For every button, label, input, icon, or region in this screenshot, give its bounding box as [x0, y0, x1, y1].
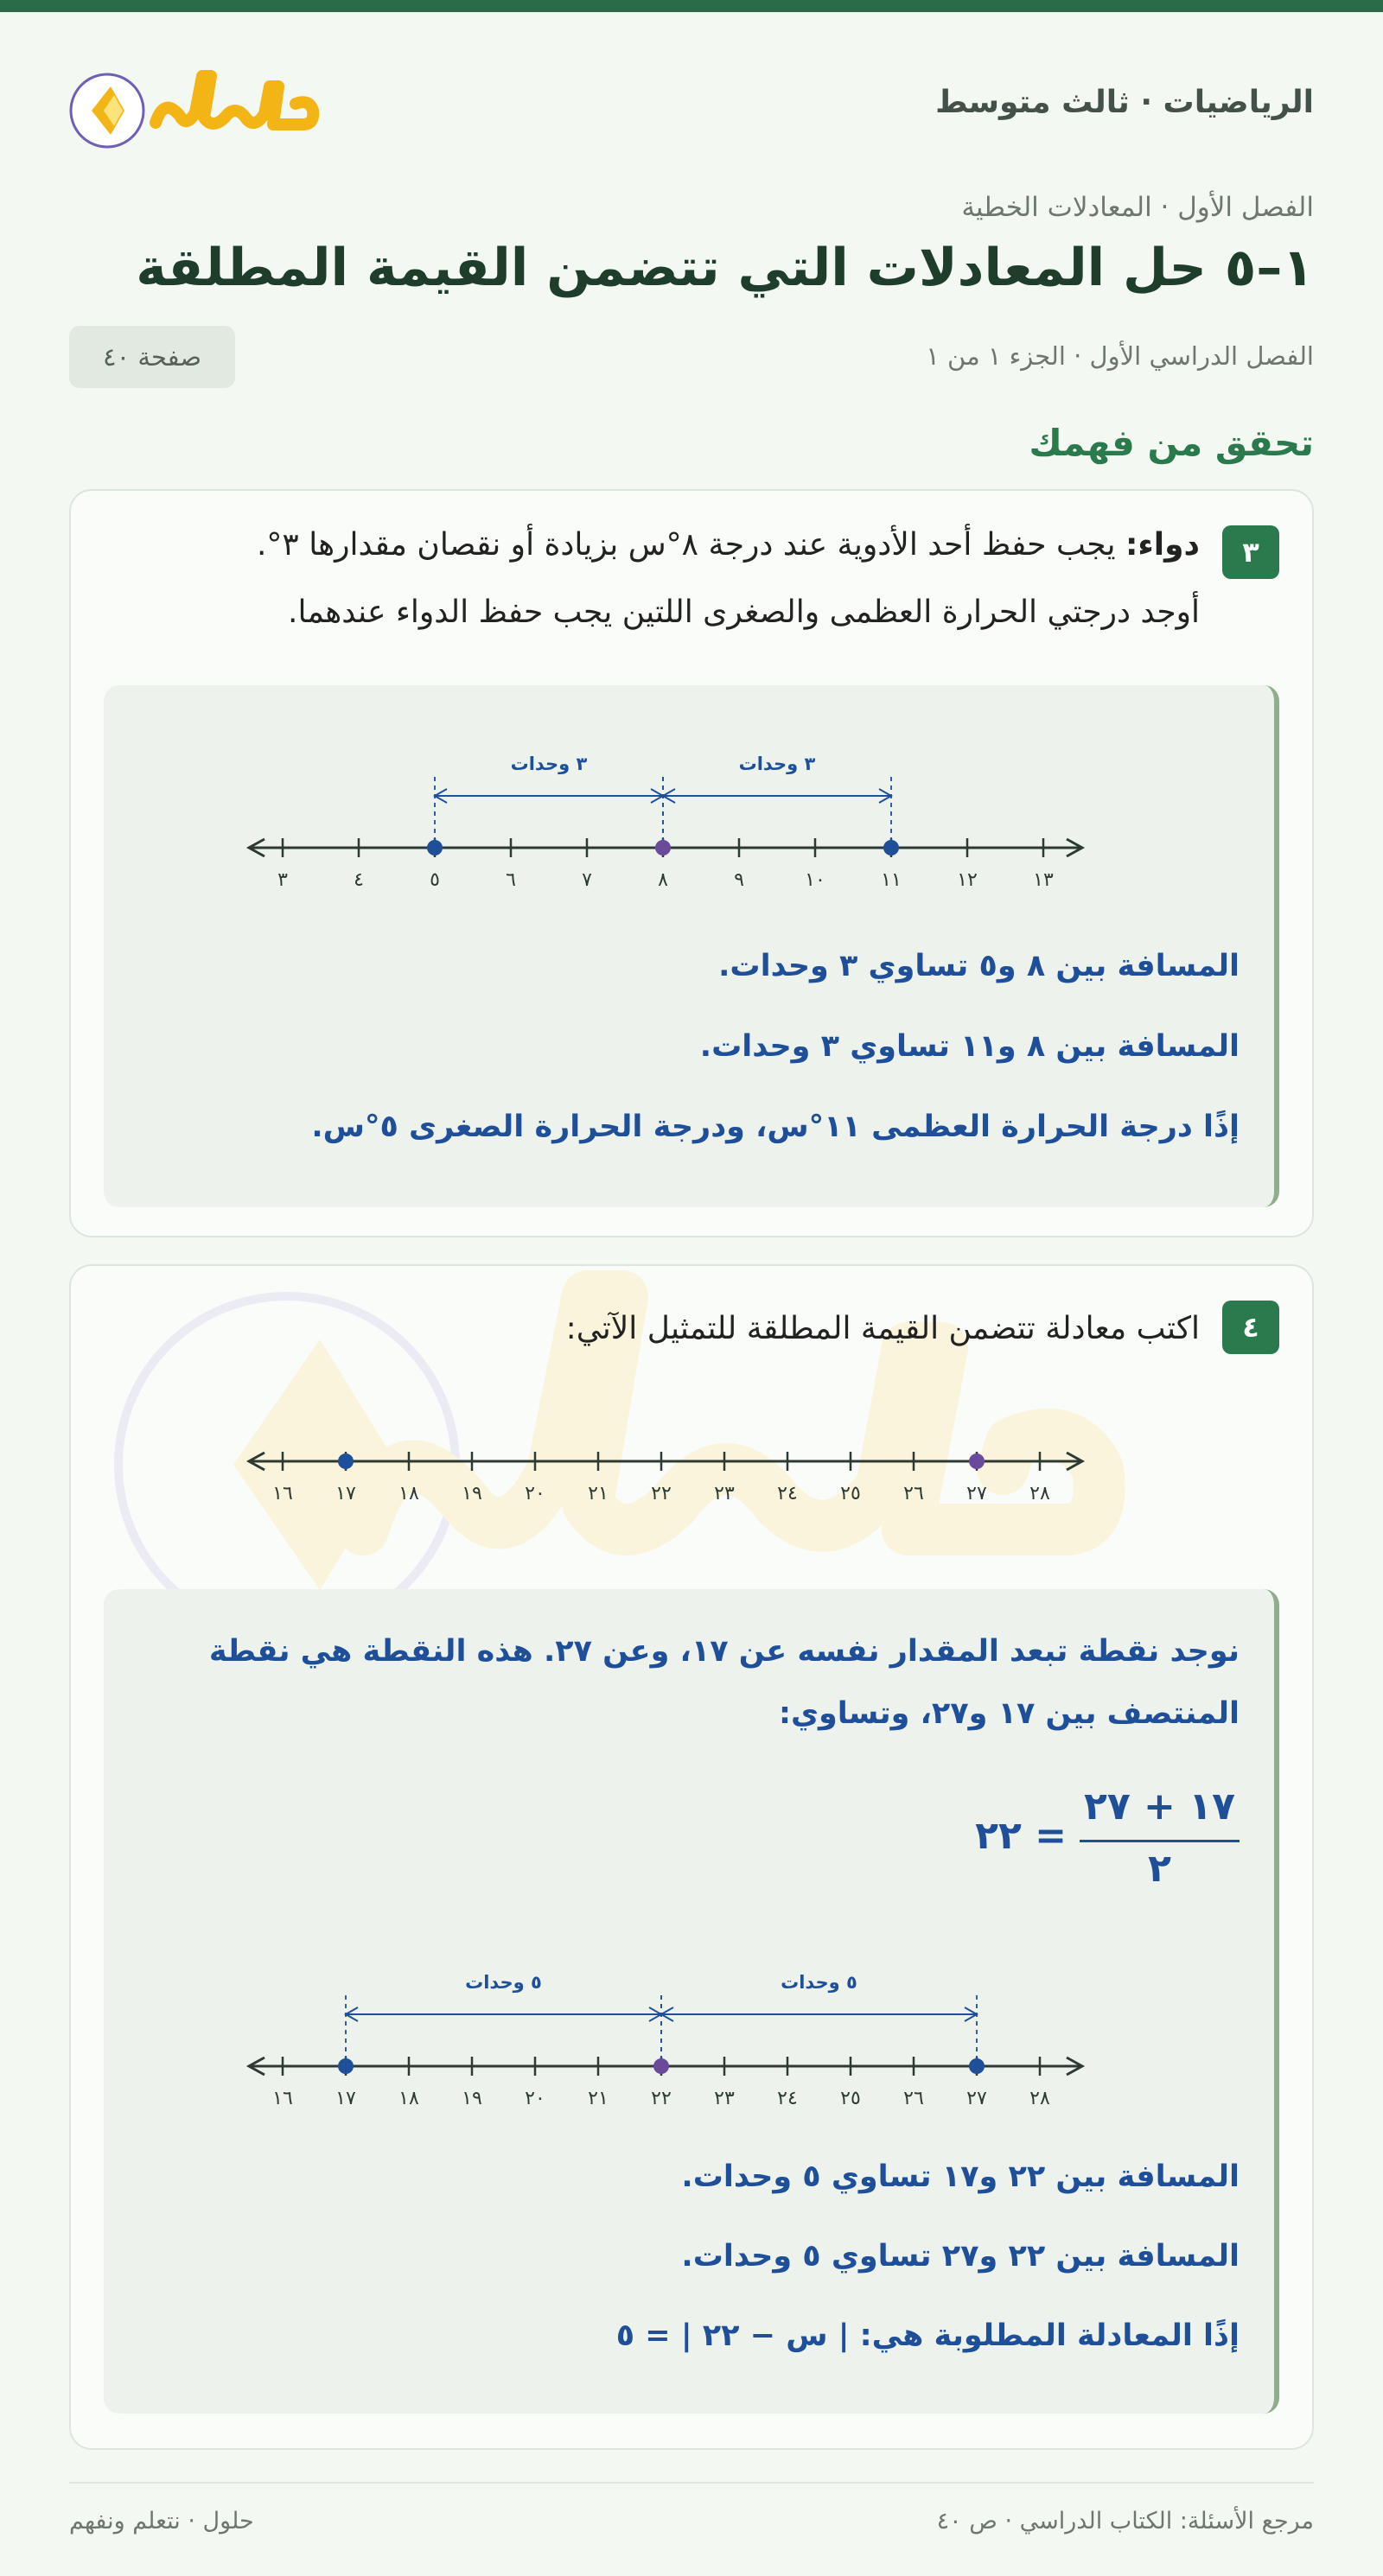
number-line-svg	[242, 1420, 1089, 1523]
tick-label: ٢٢	[651, 1483, 672, 1504]
fraction	[1080, 1784, 1240, 1891]
fraction-bar	[1080, 1840, 1240, 1842]
midpoint-equation	[946, 1784, 1240, 1891]
equation-result: = ٢٢	[975, 1814, 1067, 1858]
question-text	[105, 512, 1200, 646]
answer-intro-line2: المنتصف بين ١٧ و٢٧، وتساوي:	[778, 1696, 1240, 1731]
number-line-point	[338, 1453, 354, 1469]
number-line-point	[655, 840, 671, 855]
tick-label: ١١	[881, 869, 902, 891]
answer-box	[104, 685, 1279, 1207]
number-line-point	[883, 840, 899, 855]
answer-line: المسافة بين ٨ و٥ تساوي ٣ وحدات.	[718, 949, 1240, 983]
tick-label: ٢٠	[525, 1483, 545, 1504]
answer-line: المسافة بين ٢٢ و١٧ تساوي ٥ وحدات.	[681, 2159, 1240, 2194]
breadcrumb: الفصل الأول · المعادلات الخطية	[961, 192, 1314, 223]
question-text-line2: أوجد درجتي الحرارة العظمى والصغرى اللتين يجب حفظ الدواء عندهما.	[288, 595, 1200, 630]
tick-label: ٢٥	[840, 1483, 861, 1504]
tick-label: ١٠	[805, 869, 825, 891]
answer-box	[104, 1589, 1279, 2414]
tick-label: ١٨	[398, 2088, 419, 2109]
tick-label: ١٦	[272, 2088, 293, 2109]
answer-conclusion: إذًا المعادلة المطلوبة هي: | س − ٢٢ | = ٥	[615, 2318, 1240, 2353]
question-number-badge: ٤	[1222, 1301, 1279, 1354]
question-card-4	[69, 1264, 1314, 2450]
tick-label: ٩	[734, 869, 744, 891]
tick-label: ١٧	[335, 2088, 356, 2109]
number-line-svg	[242, 1928, 1089, 2127]
number-line-point	[427, 840, 443, 855]
tick-label: ٢٦	[903, 1483, 924, 1504]
span-label: ٥ وحدات	[465, 1972, 542, 1993]
number-line-point	[969, 2058, 985, 2074]
tick-label: ٥	[430, 869, 440, 891]
number-line-answer	[242, 1928, 1089, 2127]
number-line-svg	[242, 709, 1089, 917]
tick-label: ٢٣	[714, 1483, 735, 1504]
tick-label: ٢٨	[1029, 2088, 1050, 2109]
tick-label: ١٩	[462, 2088, 482, 2109]
tick-label: ٧	[582, 869, 592, 891]
question-text-line1: يجب حفظ أحد الأدوية عند درجة ٨°س بزيادة أو نقصان مقدارها ٣°.	[256, 527, 1125, 563]
answer-line: المسافة بين ٢٢ و٢٧ تساوي ٥ وحدات.	[681, 2239, 1240, 2274]
tick-label: ٣	[277, 869, 288, 891]
footer-divider	[69, 2482, 1314, 2484]
answer-intro-line1: نوجد نقطة تبعد المقدار نفسه عن ١٧، وعن ٢٧. هذه النقطة هي نقطة	[208, 1634, 1240, 1669]
question-label: دواء:	[1125, 527, 1200, 563]
tick-label: ٢٣	[714, 2088, 735, 2109]
footer-brand: حلول · نتعلم ونفهم	[69, 2508, 254, 2535]
page-title: ١–٥ حل المعادلات التي تتضمن القيمة المطلقة	[136, 238, 1314, 298]
tick-label: ٤	[354, 869, 364, 891]
tick-label: ١٩	[462, 1483, 482, 1504]
number-line-point	[338, 2058, 354, 2074]
tick-label: ١٦	[272, 1483, 293, 1504]
tick-label: ١٧	[335, 1483, 356, 1504]
fraction-numerator: ١٧ + ٢٧	[1084, 1784, 1235, 1829]
span-label: ٥ وحدات	[781, 1972, 857, 1993]
tick-label: ٨	[658, 869, 668, 891]
tick-label: ٢٤	[777, 1483, 798, 1504]
answer-line: المسافة بين ٨ و١١ تساوي ٣ وحدات.	[699, 1029, 1240, 1064]
question-text: اكتب معادلة تتضمن القيمة المطلقة للتمثيل الآتي:	[565, 1311, 1200, 1346]
tick-label: ٢٢	[651, 2088, 672, 2109]
tick-label: ٢٧	[966, 1483, 987, 1504]
section-heading: تحقق من فهمك	[1029, 422, 1314, 464]
fraction-denominator: ٢	[1148, 1847, 1171, 1891]
number-line-point	[969, 1453, 985, 1469]
tick-label: ٢٦	[903, 2088, 924, 2109]
span-label: ٣ وحدات	[738, 754, 816, 774]
tick-label: ٢٨	[1029, 1483, 1050, 1504]
tick-label: ٢٧	[966, 2088, 987, 2109]
tick-label: ٢٠	[525, 2088, 545, 2109]
tick-label: ٢١	[588, 2088, 609, 2109]
question-number-badge: ٣	[1222, 525, 1279, 579]
number-line-question	[242, 1420, 1089, 1523]
tick-label: ٢٥	[840, 2088, 861, 2109]
subject-label: الرياضيات · ثالث متوسط	[935, 85, 1314, 120]
footer-source: مرجع الأسئلة: الكتاب الدراسي · ص ٤٠	[936, 2508, 1314, 2535]
span-label: ٣ وحدات	[510, 754, 588, 774]
top-accent-bar	[0, 0, 1383, 12]
answer-conclusion: إذًا درجة الحرارة العظمى ١١°س، ودرجة الحرارة الصغرى ٥°س.	[311, 1110, 1240, 1144]
page-number-badge: صفحة ٤٠	[69, 326, 235, 388]
tick-label: ٢٤	[777, 2088, 798, 2109]
tick-label: ١٢	[957, 869, 978, 891]
tick-label: ٢١	[588, 1483, 609, 1504]
brand-logo[interactable]	[69, 60, 320, 156]
question-card-3	[69, 489, 1314, 1237]
tick-label: ١٨	[398, 1483, 419, 1504]
page-header	[69, 60, 1314, 156]
number-line-q3	[242, 709, 1089, 917]
lesson-meta: الفصل الدراسي الأول · الجزء ١ من ١	[926, 341, 1314, 371]
number-line-point	[653, 2058, 669, 2074]
tick-label: ١٣	[1033, 869, 1054, 891]
tick-label: ٦	[506, 869, 516, 891]
